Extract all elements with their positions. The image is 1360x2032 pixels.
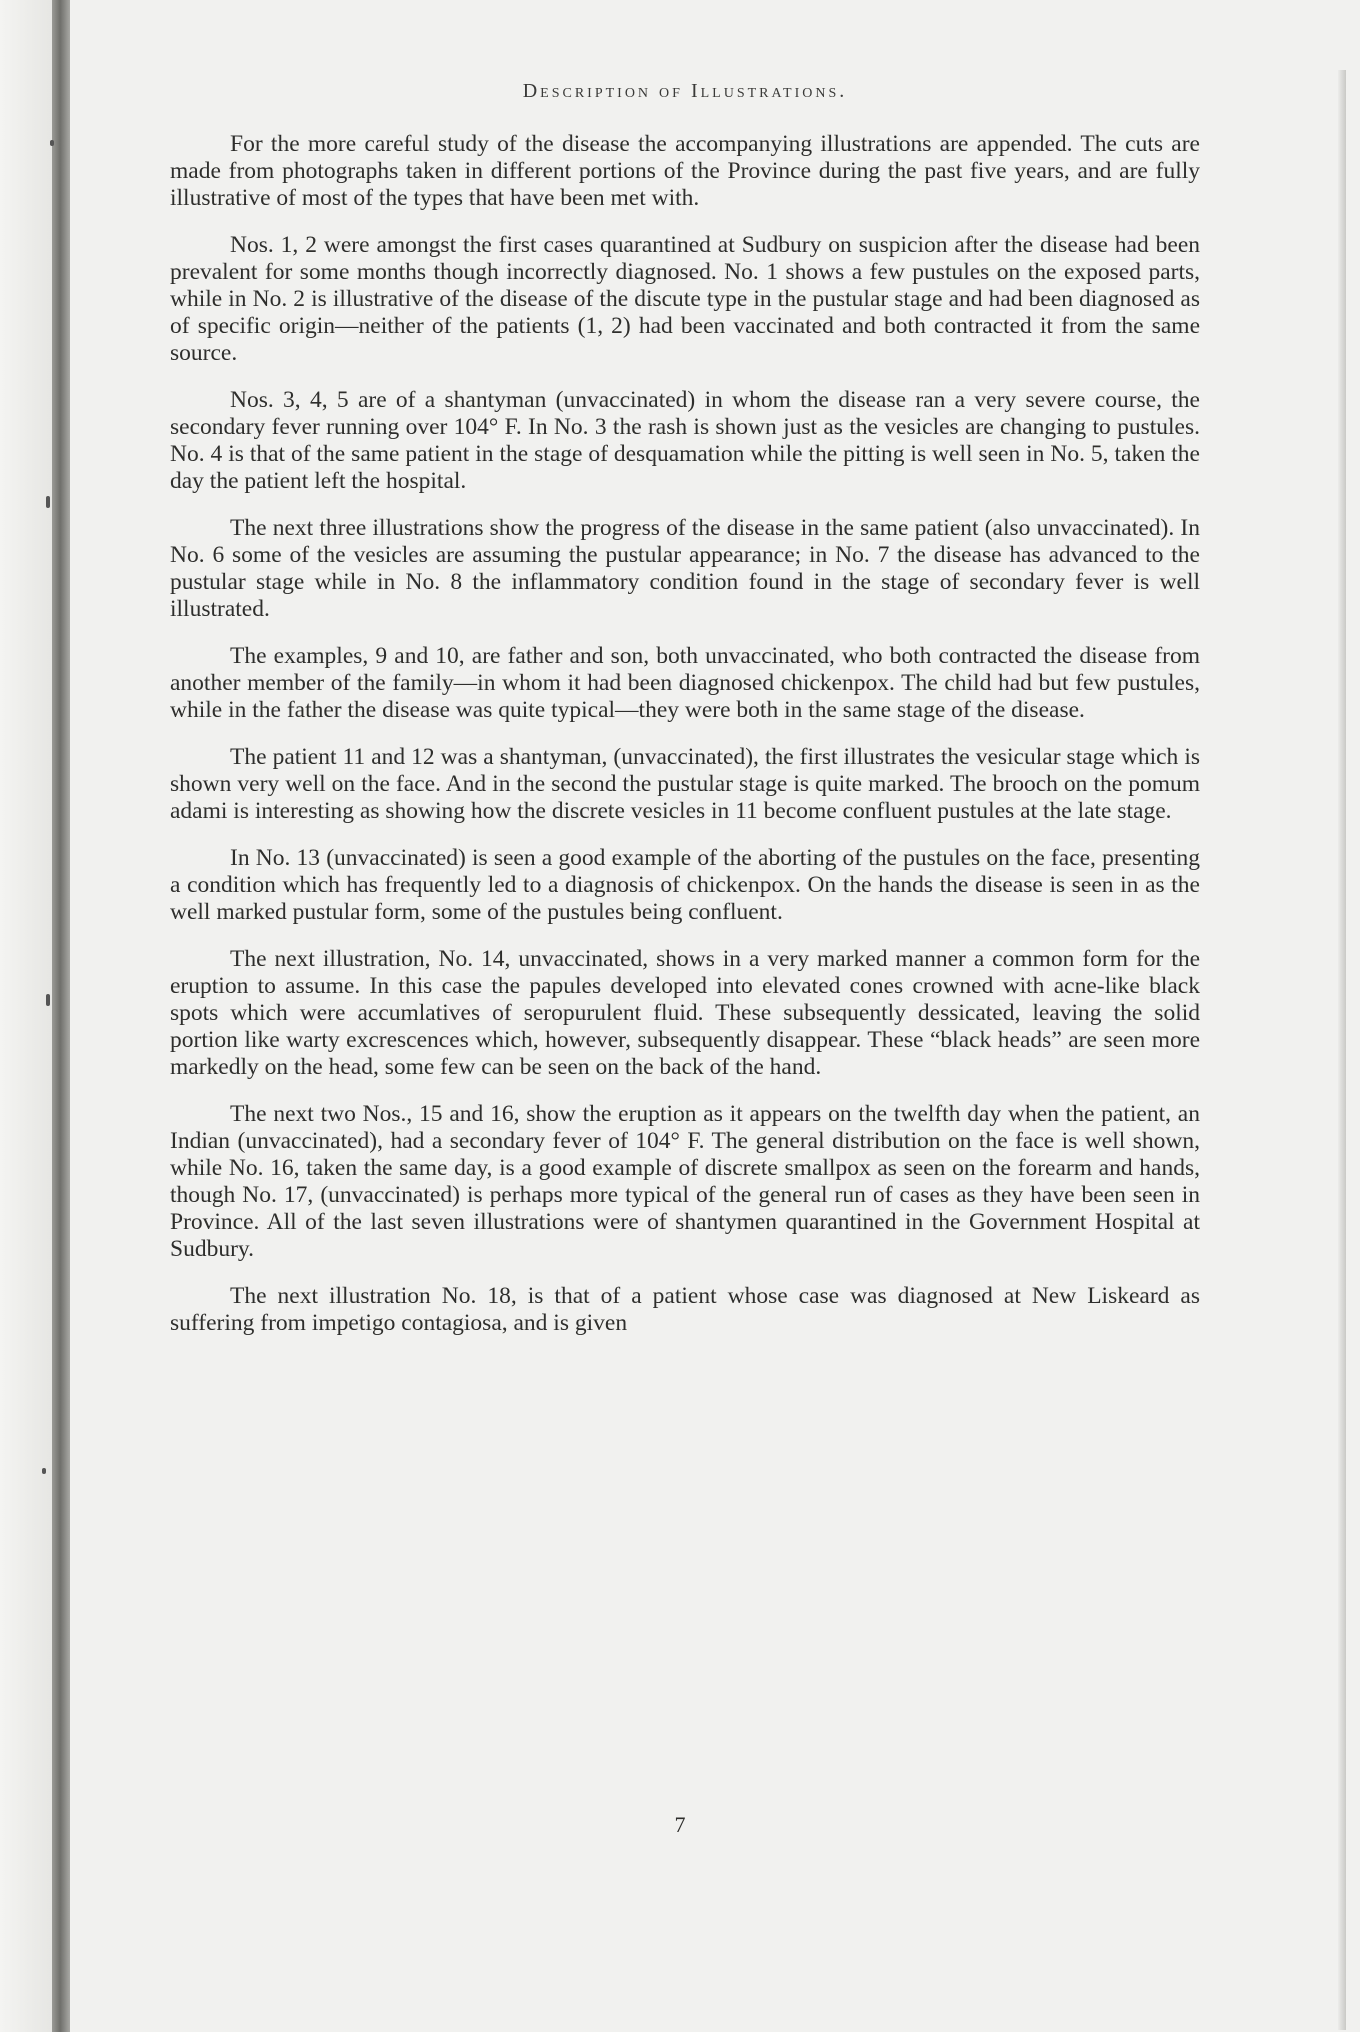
binding-margin (0, 0, 52, 2032)
paragraph: The patient 11 and 12 was a shantyman, (unvaccinated), the first illustrates the vesicular stage which is shown very well on the face. And in the second the pustular stage is quite marked. The brooch on the pomum adami is interesting as showing how the discrete vesicles in 11 become confluent pustules at the late stage. (170, 744, 1200, 824)
margin-speck (46, 496, 50, 508)
paragraph: The next illustration, No. 14, unvaccinated, shows in a very marked manner a common form for the eruption to assume. In this case the papules developed into elevated cones crowned with acne-like black spots which were accumlatives of seropurulent fluid. These subsequently dessicated, leaving the solid portion like warty excrescences which, however, subsequently disappear. These “black heads” are seen more markedly on the head, some few can be seen on the back of the hand. (170, 946, 1200, 1080)
page-heading: Description of Illustrations. (522, 80, 848, 102)
binding-shadow (52, 0, 70, 2032)
paragraph: The next illustration No. 18, is that of a patient whose case was diagnosed at New Liskeard as suffering from impetigo contagiosa, and is given (170, 1283, 1200, 1336)
paragraph: The examples, 9 and 10, are father and son, both unvaccinated, who both contracted the disease from another member of the family—in whom it had been diagnosed chickenpox. The child had but few pustules, while in the father the disease was quite typical—they were both in the same stage of the disease. (170, 643, 1200, 723)
paragraph: The next two Nos., 15 and 16, show the eruption as it appears on the twelfth day when the patient, an Indian (unvaccinated), had a secondary fever of 104° F. The general distribution on the face is well shown, while No. 16, taken the same day, is a good example of discrete smallpox as seen on the forearm and hands, though No. 17, (unvaccinated) is perhaps more typical of the general run of cases as they have been seen in Province. All of the last seven illustrations were of shantymen quarantined in the Government Hospital at Sudbury. (170, 1101, 1200, 1262)
paragraph: The next three illustrations show the progress of the disease in the same patient (also unvaccinated). In No. 6 some of the vesicles are assuming the pustular appearance; in No. 7 the disease has advanced to the pustular stage while in No. 8 the inflammatory condition found in the stage of secondary fever is well illustrated. (170, 515, 1200, 622)
paragraph: Nos. 3, 4, 5 are of a shantyman (unvaccinated) in whom the disease ran a very severe course, the secondary fever running over 104° F. In No. 3 the rash is shown just as the vesicles are changing to pustules. No. 4 is that of the same patient in the stage of desquamation while the pitting is well seen in No. 5, taken the day the patient left the hospital. (170, 387, 1200, 494)
margin-speck (42, 1468, 46, 1474)
paragraph: For the more careful study of the disease the accompanying illustrations are appended. The cuts are made from photographs taken in different portions of the Province during the past five years, and are fully illustrative of most of the types that have been met with. (170, 131, 1200, 211)
paragraph: In No. 13 (unvaccinated) is seen a good example of the aborting of the pustules on the face, presenting a condition which has frequently led to a diagnosis of chickenpox. On the hands the disease is seen in as the well marked pustular form, some of the pustules being confluent. (170, 845, 1200, 925)
margin-speck (50, 140, 54, 146)
page-edge (1338, 70, 1346, 2030)
text-body (170, 80, 1200, 1357)
margin-speck (46, 994, 50, 1006)
page-number: 7 (674, 1812, 686, 1837)
paragraph: Nos. 1, 2 were amongst the first cases quarantined at Sudbury on suspicion after the disease had been prevalent for some months though incorrectly diagnosed. No. 1 shows a few pustules on the exposed parts, while in No. 2 is illustrative of the disease of the discute type in the pustular stage and had been diagnosed as of specific origin—neither of the patients (1, 2) had been vaccinated and both contracted it from the same source. (170, 232, 1200, 366)
